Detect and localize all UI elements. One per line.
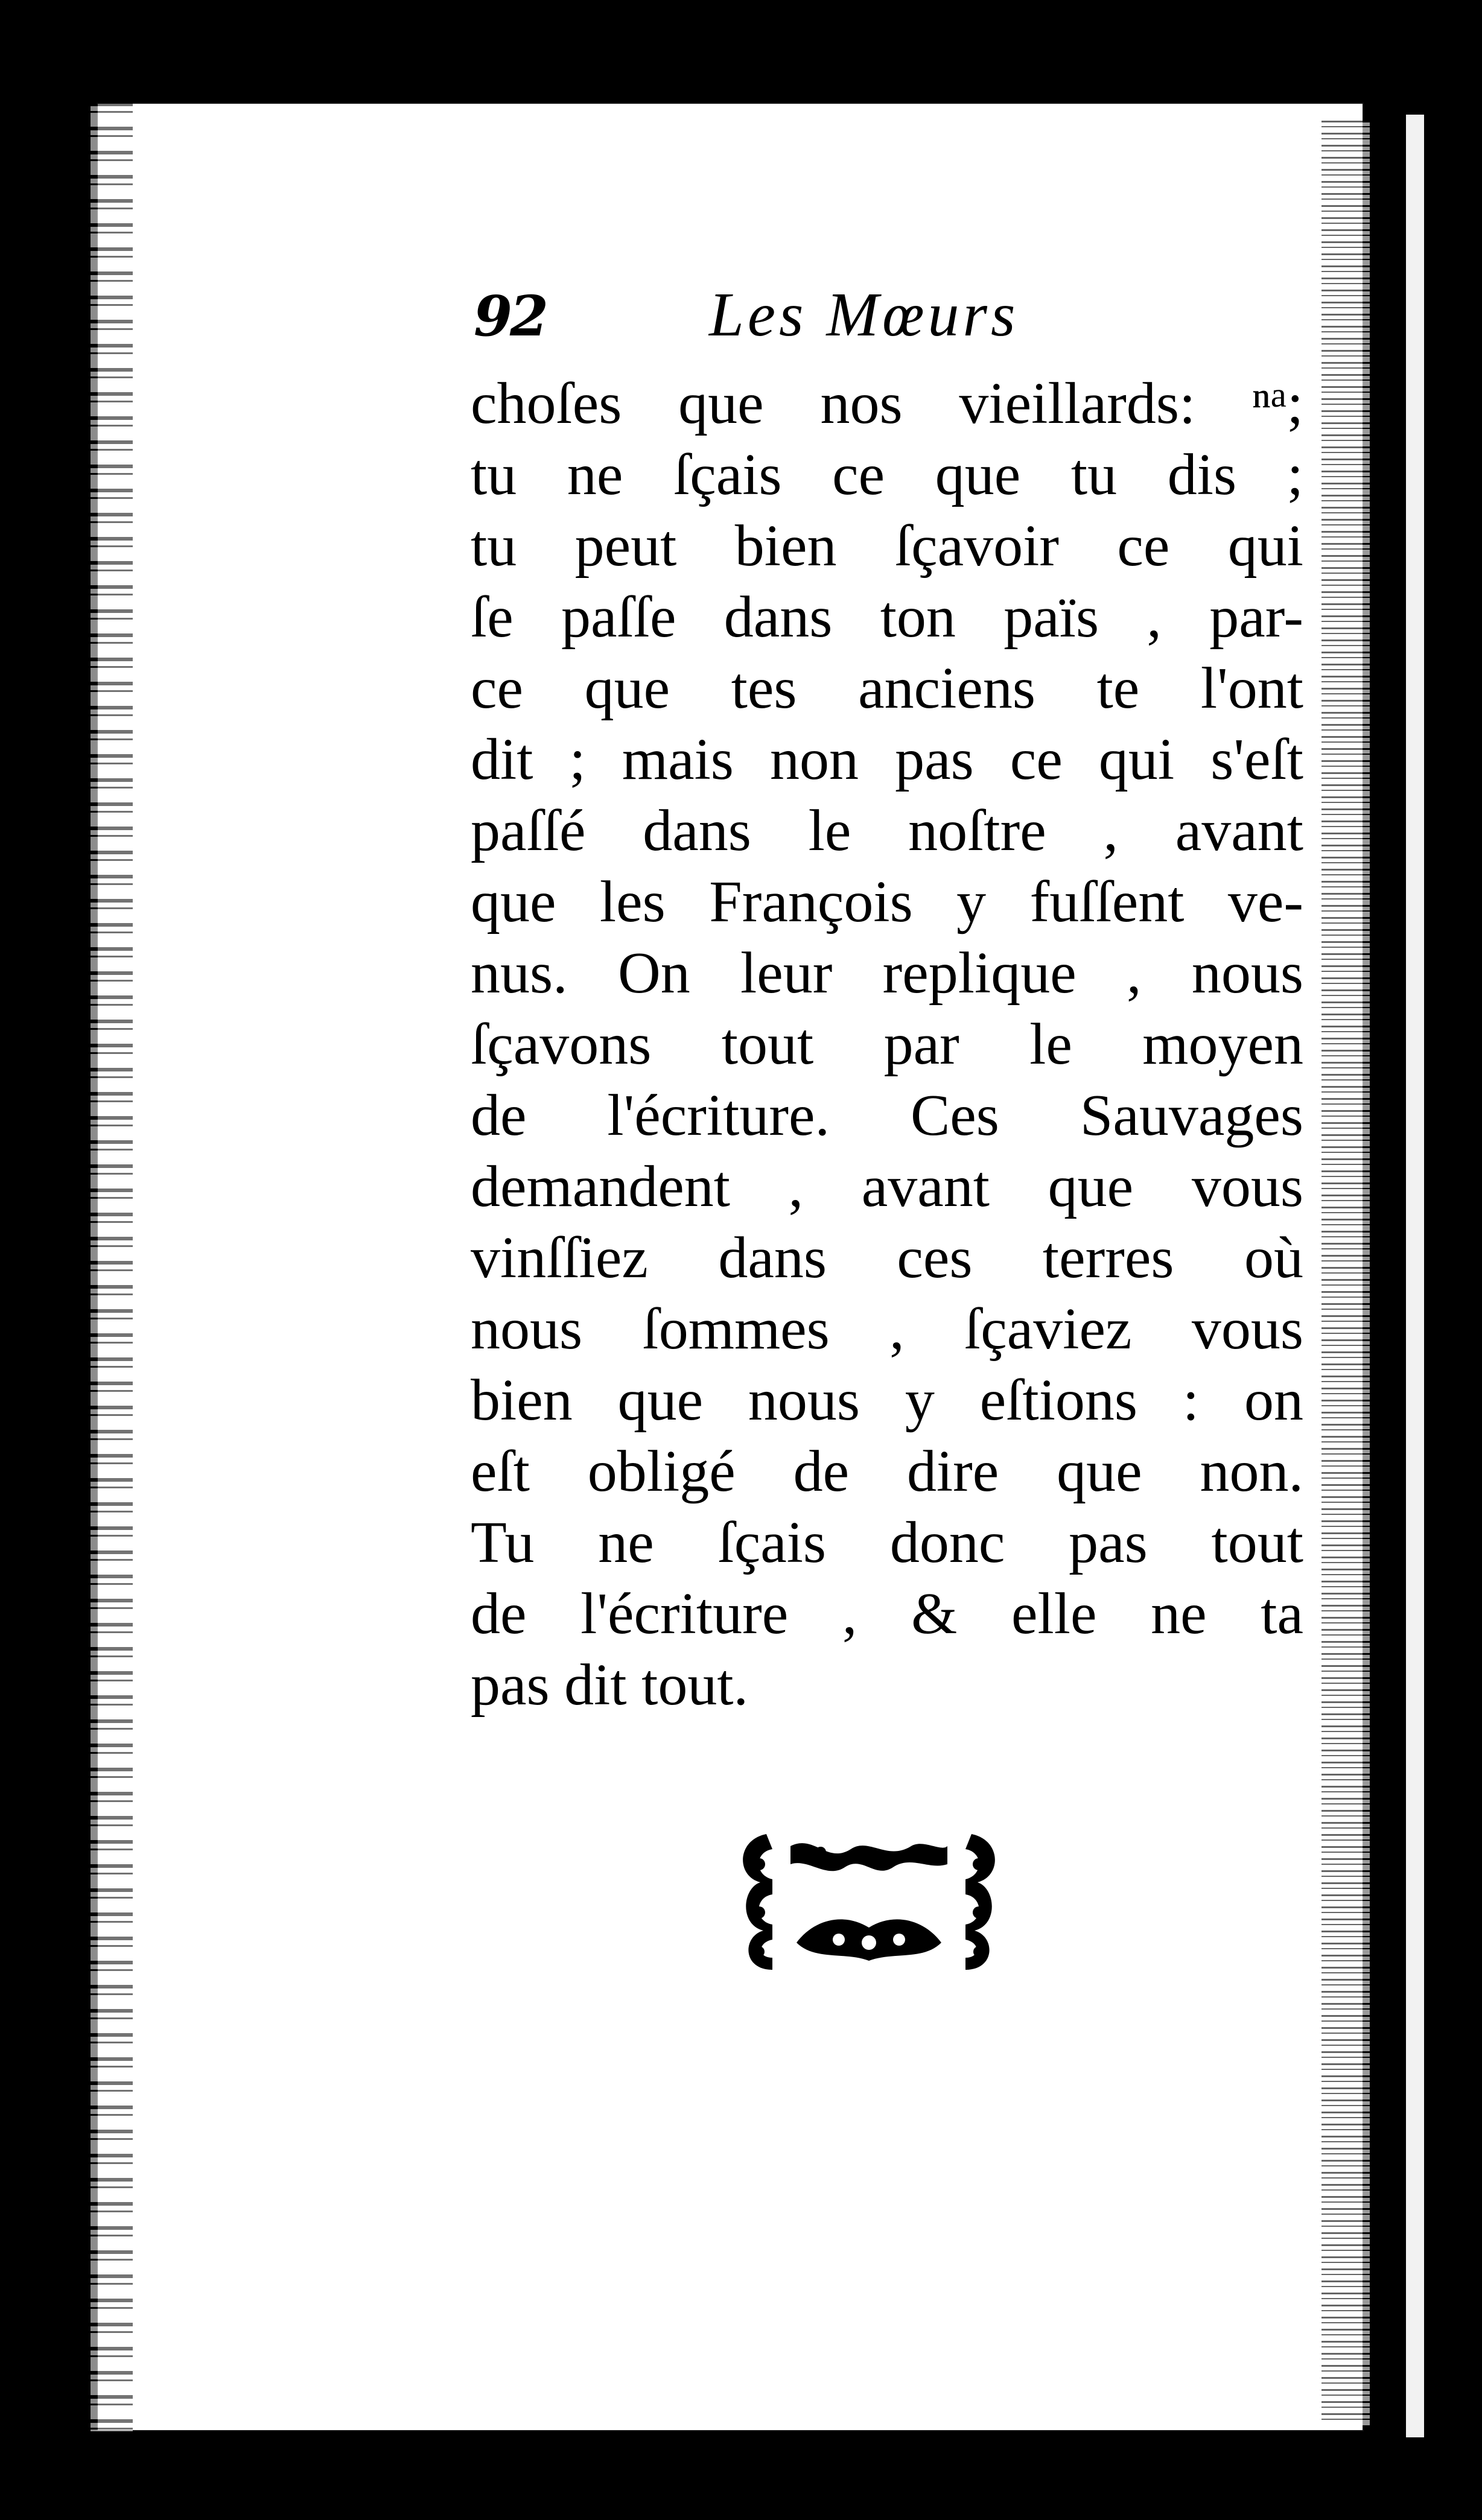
text-line: ce que tes anciens te l'ont <box>471 656 1303 721</box>
fleuron-svg <box>730 1822 1008 1979</box>
text-line: choſes que nos vieillards: ⁿᵃ; <box>471 371 1303 436</box>
top-band <box>790 1843 947 1871</box>
printers-fleuron-ornament-icon <box>730 1822 1008 1979</box>
text-line: ſe paſſe dans ton païs , par- <box>471 585 1303 650</box>
text-line: vinſſiez dans ces terres où <box>471 1225 1303 1290</box>
body-text <box>471 368 1303 1721</box>
text-line: de l'écriture. Ces Sauvages <box>471 1083 1303 1148</box>
text-line: pas dit tout. <box>471 1652 749 1718</box>
text-line: paſſé dans le noſtre , avant <box>471 798 1303 863</box>
page-number: 92 <box>474 284 547 349</box>
text-line: bien que nous y eſtions : on <box>471 1368 1303 1433</box>
running-title: Les Mœurs <box>709 280 1019 349</box>
bottom-band <box>797 1919 941 1961</box>
page-left-edge-noise <box>91 103 133 2431</box>
text-line: tu ne ſçais ce que tu dis ; <box>471 442 1303 507</box>
adjacent-page-edge <box>1406 115 1424 2437</box>
text-line: dit ; mais non pas ce qui s'eſt <box>471 727 1303 792</box>
text-line: ſçavons tout par le moyen <box>471 1012 1303 1077</box>
page-right-edge-noise <box>1321 121 1370 2425</box>
text-line: nus. On leur replique , nous <box>471 941 1303 1006</box>
text-line: de l'écriture , & elle ne ta <box>471 1581 1303 1646</box>
running-head <box>474 280 1379 362</box>
left-scroll <box>743 1834 772 1970</box>
text-line: eſt obligé de dire que non. <box>471 1439 1303 1504</box>
text-line: demandent , avant que vous <box>471 1154 1303 1219</box>
right-scroll <box>965 1834 995 1970</box>
text-line: que les François y fuſſent ve- <box>471 869 1303 935</box>
text-line: tu peut bien ſçavoir ce qui <box>471 513 1303 579</box>
text-line: Tu ne ſçais donc pas tout <box>471 1510 1303 1575</box>
text-line: nous ſommes , ſçaviez vous <box>471 1296 1303 1362</box>
